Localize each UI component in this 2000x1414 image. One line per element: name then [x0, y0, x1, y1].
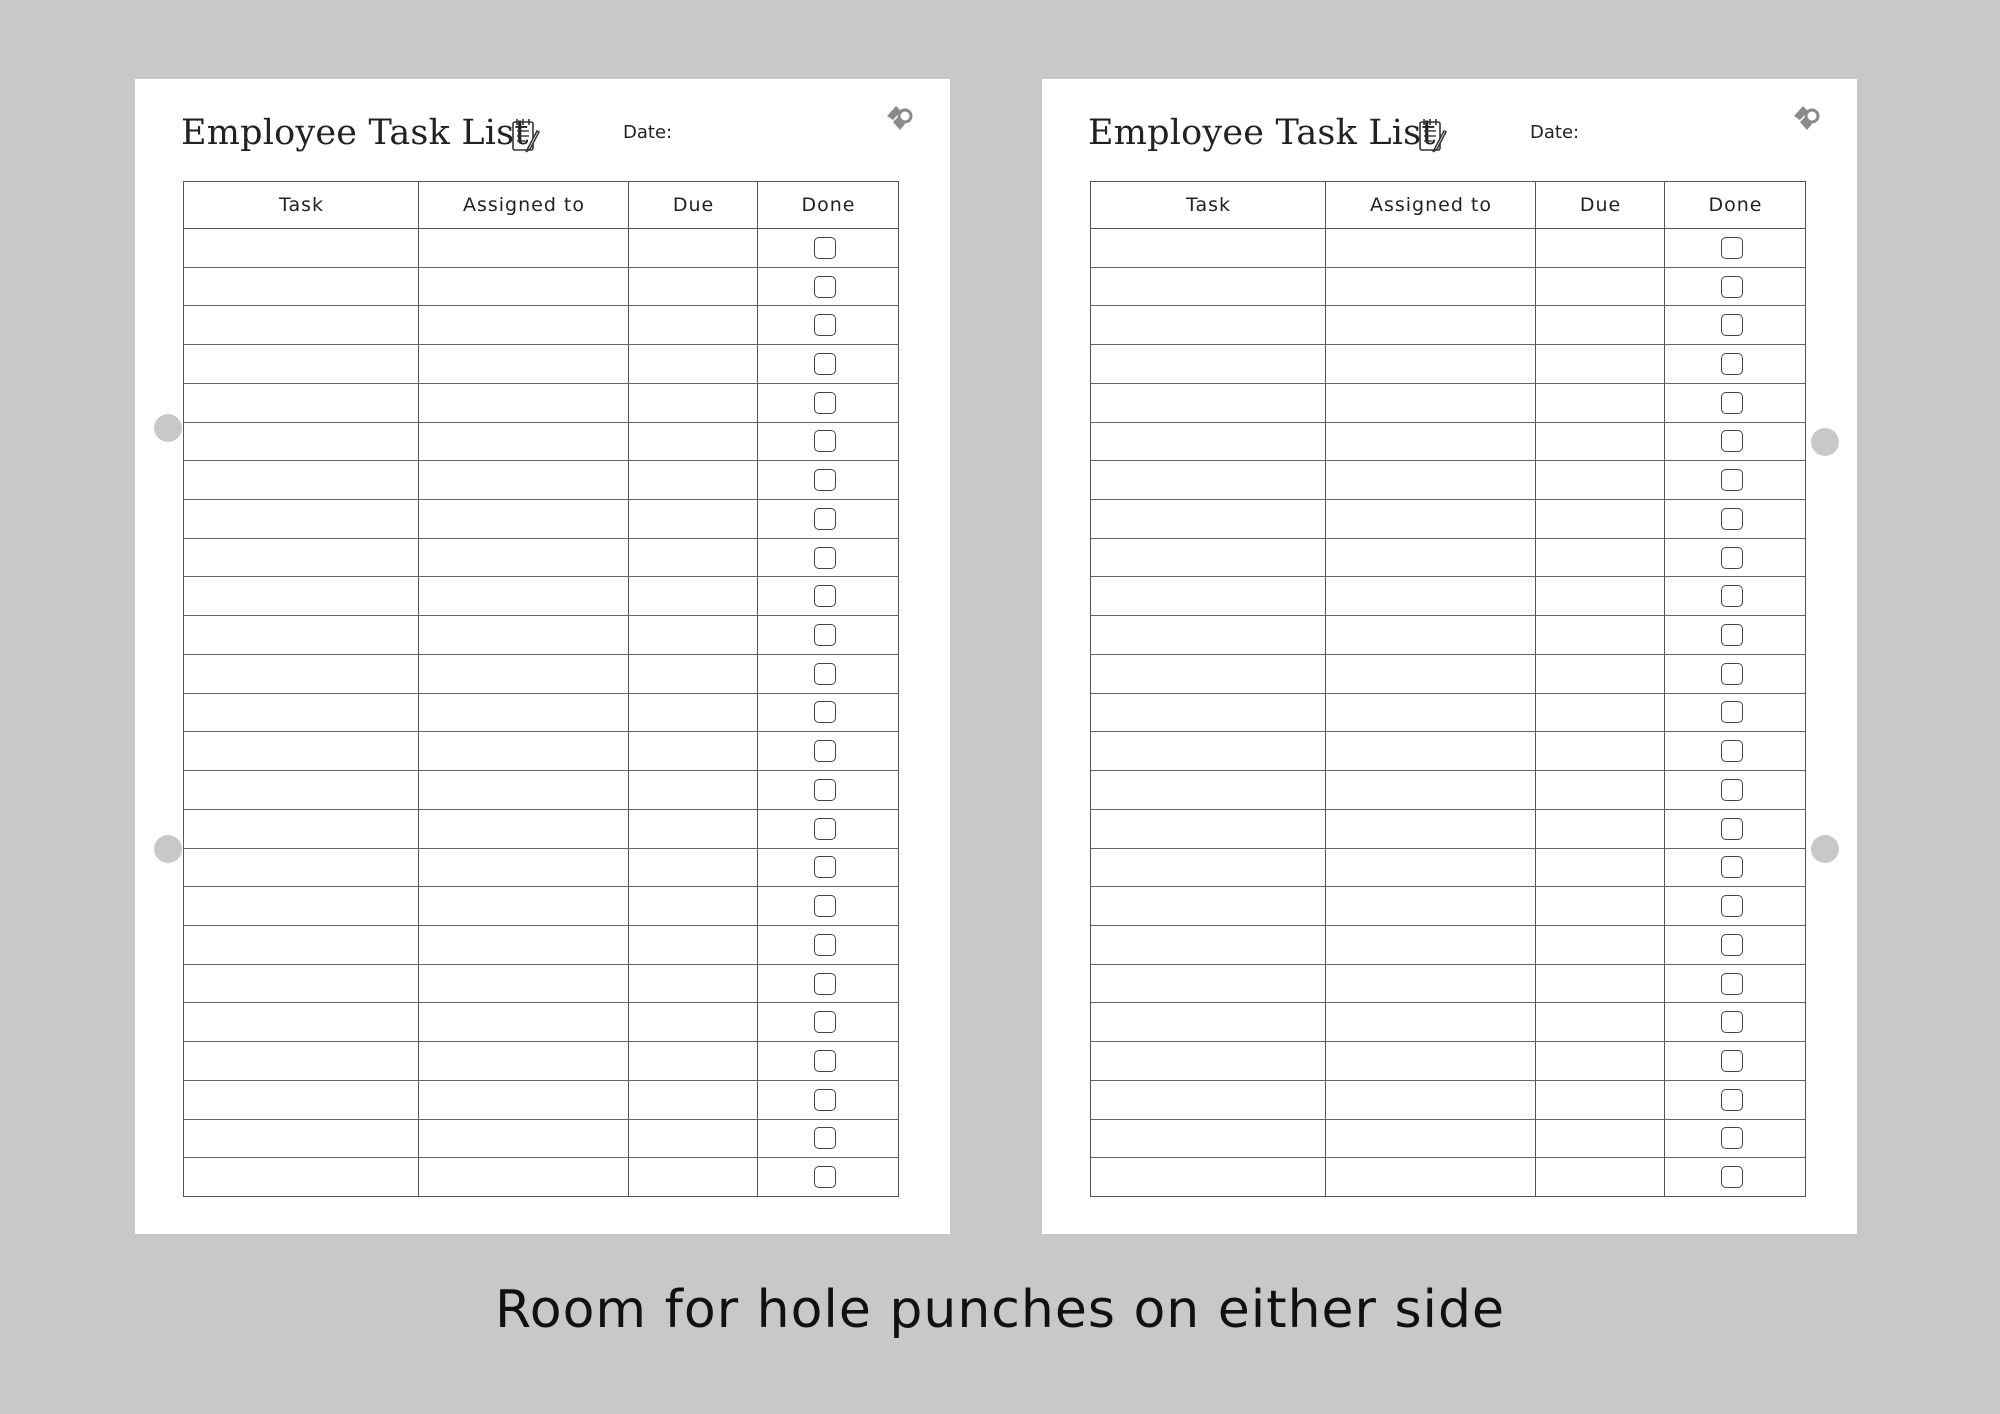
done-checkbox[interactable] — [1721, 314, 1743, 336]
done-checkbox[interactable] — [814, 624, 836, 646]
table-row — [184, 732, 898, 771]
date-label: Date: — [1530, 122, 1580, 143]
table-row — [1091, 694, 1805, 733]
done-checkbox[interactable] — [1721, 779, 1743, 801]
table-row — [184, 694, 898, 733]
done-checkbox[interactable] — [1721, 624, 1743, 646]
table-row — [1091, 926, 1805, 965]
notepad-icon — [510, 117, 542, 155]
done-checkbox[interactable] — [814, 508, 836, 530]
table-row — [1091, 268, 1805, 307]
hole-punch-marker — [1811, 835, 1839, 863]
table-row — [1091, 1003, 1805, 1042]
done-checkbox[interactable] — [1721, 934, 1743, 956]
done-checkbox[interactable] — [814, 237, 836, 259]
task-table — [1090, 181, 1806, 1197]
done-checkbox[interactable] — [814, 701, 836, 723]
header-done: Done — [801, 194, 856, 216]
table-row — [1091, 461, 1805, 500]
done-checkbox[interactable] — [814, 818, 836, 840]
table-row — [1091, 229, 1805, 268]
brand-logo — [1791, 102, 1821, 134]
header-task: Task — [1185, 194, 1231, 216]
done-checkbox[interactable] — [814, 547, 836, 569]
done-checkbox[interactable] — [814, 740, 836, 762]
done-checkbox[interactable] — [814, 1011, 836, 1033]
done-checkbox[interactable] — [1721, 508, 1743, 530]
table-row — [184, 926, 898, 965]
table-row — [1091, 771, 1805, 810]
table-row — [1091, 500, 1805, 539]
table-row — [1091, 849, 1805, 888]
done-checkbox[interactable] — [814, 353, 836, 375]
page-title: Employee Task List — [181, 113, 529, 153]
done-checkbox[interactable] — [1721, 818, 1743, 840]
table-row — [184, 384, 898, 423]
task-rows — [184, 229, 898, 1196]
table-row — [1091, 539, 1805, 578]
page-title: Employee Task List — [1088, 113, 1436, 153]
done-checkbox[interactable] — [1721, 1089, 1743, 1111]
done-checkbox[interactable] — [814, 276, 836, 298]
table-row — [1091, 732, 1805, 771]
hole-punch-marker — [154, 835, 182, 863]
done-checkbox[interactable] — [814, 895, 836, 917]
done-checkbox[interactable] — [1721, 663, 1743, 685]
done-checkbox[interactable] — [814, 1089, 836, 1111]
table-row — [1091, 810, 1805, 849]
done-checkbox[interactable] — [1721, 547, 1743, 569]
done-checkbox[interactable] — [1721, 1050, 1743, 1072]
table-row — [184, 965, 898, 1004]
task-table — [183, 181, 899, 1197]
table-row — [184, 771, 898, 810]
table-row — [184, 655, 898, 694]
table-row — [184, 500, 898, 539]
done-checkbox[interactable] — [1721, 276, 1743, 298]
table-row — [1091, 1158, 1805, 1196]
done-checkbox[interactable] — [814, 1127, 836, 1149]
caption: Room for hole punches on either side — [495, 1280, 1505, 1340]
hole-punch-marker — [1811, 428, 1839, 456]
table-header — [1091, 182, 1805, 229]
table-row — [184, 268, 898, 307]
table-row — [184, 345, 898, 384]
table-row — [1091, 384, 1805, 423]
table-row — [1091, 306, 1805, 345]
table-row — [184, 423, 898, 462]
notepad-icon — [1417, 117, 1449, 155]
table-row — [1091, 1120, 1805, 1159]
done-checkbox[interactable] — [814, 1166, 836, 1188]
table-row — [184, 306, 898, 345]
done-checkbox[interactable] — [1721, 430, 1743, 452]
done-checkbox[interactable] — [814, 856, 836, 878]
done-checkbox[interactable] — [814, 1050, 836, 1072]
header-done: Done — [1708, 194, 1763, 216]
done-checkbox[interactable] — [1721, 856, 1743, 878]
done-checkbox[interactable] — [814, 392, 836, 414]
table-row — [184, 1042, 898, 1081]
table-row — [1091, 616, 1805, 655]
header-due: Due — [1579, 194, 1622, 216]
header-due: Due — [672, 194, 715, 216]
table-row — [184, 887, 898, 926]
table-row — [1091, 655, 1805, 694]
table-row — [184, 849, 898, 888]
planner-page-left — [135, 79, 950, 1234]
header-assigned-to: Assigned to — [462, 194, 586, 216]
done-checkbox[interactable] — [1721, 1127, 1743, 1149]
done-checkbox[interactable] — [1721, 585, 1743, 607]
table-header — [184, 182, 898, 229]
done-checkbox[interactable] — [814, 314, 836, 336]
table-row — [1091, 1081, 1805, 1120]
done-checkbox[interactable] — [814, 469, 836, 491]
done-checkbox[interactable] — [814, 934, 836, 956]
done-checkbox[interactable] — [814, 663, 836, 685]
done-checkbox[interactable] — [1721, 353, 1743, 375]
table-row — [184, 461, 898, 500]
done-checkbox[interactable] — [1721, 392, 1743, 414]
done-checkbox[interactable] — [814, 779, 836, 801]
table-row — [184, 810, 898, 849]
table-row — [1091, 1042, 1805, 1081]
table-row — [184, 1003, 898, 1042]
done-checkbox[interactable] — [1721, 701, 1743, 723]
task-rows — [1091, 229, 1805, 1196]
table-row — [1091, 577, 1805, 616]
header-assigned-to: Assigned to — [1369, 194, 1493, 216]
table-row — [1091, 423, 1805, 462]
done-checkbox[interactable] — [1721, 740, 1743, 762]
table-row — [184, 616, 898, 655]
table-row — [184, 1120, 898, 1159]
table-row — [1091, 887, 1805, 926]
done-checkbox[interactable] — [1721, 1166, 1743, 1188]
table-row — [184, 1081, 898, 1120]
table-row — [184, 1158, 898, 1196]
table-row — [1091, 345, 1805, 384]
table-row — [184, 539, 898, 578]
done-checkbox[interactable] — [814, 585, 836, 607]
table-row — [1091, 965, 1805, 1004]
date-label: Date: — [623, 122, 673, 143]
brand-logo — [884, 102, 914, 134]
done-checkbox[interactable] — [1721, 237, 1743, 259]
hole-punch-marker — [154, 414, 182, 442]
table-row — [184, 577, 898, 616]
done-checkbox[interactable] — [1721, 1011, 1743, 1033]
table-row — [184, 229, 898, 268]
done-checkbox[interactable] — [1721, 895, 1743, 917]
planner-page-right — [1042, 79, 1857, 1234]
done-checkbox[interactable] — [1721, 469, 1743, 491]
done-checkbox[interactable] — [814, 430, 836, 452]
header-task: Task — [278, 194, 324, 216]
done-checkbox[interactable] — [1721, 973, 1743, 995]
done-checkbox[interactable] — [814, 973, 836, 995]
